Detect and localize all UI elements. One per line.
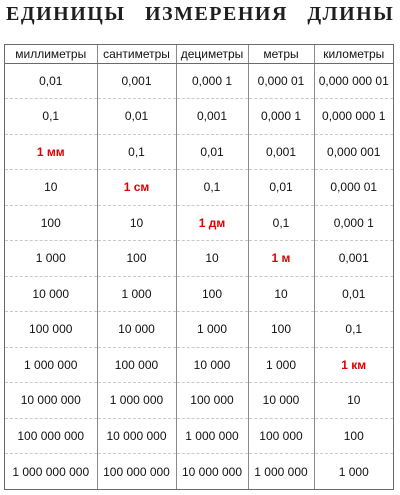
table-cell: 1 000 (176, 312, 248, 348)
table-row (5, 383, 393, 419)
table-row (5, 205, 393, 241)
table-row (5, 241, 393, 277)
table-cell: 1 000 000 (97, 383, 176, 419)
table-cell: 10 000 (97, 312, 176, 348)
table-cell: 100 (314, 418, 393, 454)
table-cell: 10 (176, 241, 248, 277)
table-cell: 10 000 (32, 286, 70, 301)
table-cell: 1 000 (35, 251, 66, 266)
table-row (5, 347, 393, 383)
table-cell: 10 000 (176, 347, 248, 383)
table-cell: 0,1 (97, 134, 176, 170)
table-cell: 10 (314, 383, 393, 419)
column-header-decimeters: дециметры (176, 45, 248, 63)
table-cell: 1 000 (248, 347, 314, 383)
table-cell: 1 000 000 (24, 357, 78, 372)
table-row (5, 418, 393, 454)
table-row (5, 312, 393, 348)
units-table-container (4, 44, 394, 490)
table-body (5, 63, 393, 489)
table-cell-unit-highlight: 1 м (248, 241, 314, 277)
column-header-kilometers: километры (314, 45, 393, 63)
table-cell: 0,01 (39, 73, 63, 88)
table-cell: 100 (40, 215, 61, 230)
table-cell: 100 000 000 (97, 454, 176, 490)
table-cell: 100 (176, 276, 248, 312)
table-cell-unit-highlight: 1 дм (176, 205, 248, 241)
table-cell: 0,001 (248, 134, 314, 170)
table-cell: 0,01 (314, 276, 393, 312)
table-cell: 10 000 (248, 383, 314, 419)
table-cell: 0,000 001 (314, 134, 393, 170)
table-cell-unit-highlight: 1 см (97, 170, 176, 206)
table-cell: 1 000 000 000 (12, 464, 90, 479)
column-header-meters: метры (248, 45, 314, 63)
table-cell: 1 000 000 (248, 454, 314, 490)
table-cell: 0,1 (176, 170, 248, 206)
table-row (5, 276, 393, 312)
table-cell: 10 000 000 (97, 418, 176, 454)
table-cell: 0,01 (97, 99, 176, 135)
table-row (5, 170, 393, 206)
length-units-table (5, 45, 393, 489)
column-header-millimeters: миллиметры (5, 45, 97, 63)
table-cell: 100 000 (248, 418, 314, 454)
table-row (5, 63, 393, 99)
table-cell-unit-highlight: 1 км (314, 347, 393, 383)
table-cell: 10 (44, 180, 58, 195)
table-cell: 1 000 (97, 276, 176, 312)
table-cell: 0,01 (176, 134, 248, 170)
table-cell: 10 000 000 (20, 393, 81, 408)
table-cell: 100 (97, 241, 176, 277)
table-row (5, 134, 393, 170)
table-cell: 0,000 01 (314, 170, 393, 206)
table-cell: 0,000 01 (248, 63, 314, 99)
table-cell: 1 000 000 (176, 418, 248, 454)
column-header-centimeters: сантиметры (97, 45, 176, 63)
table-cell: 0,01 (248, 170, 314, 206)
table-cell: 100 000 (29, 322, 73, 337)
table-cell: 0,1 (314, 312, 393, 348)
table-row (5, 454, 393, 490)
table-cell: 0,000 000 01 (314, 63, 393, 99)
table-header-row (5, 45, 393, 63)
table-cell: 0,1 (42, 109, 60, 124)
table-cell: 10 000 000 (176, 454, 248, 490)
table-cell: 0,001 (176, 99, 248, 135)
table-cell: 0,001 (97, 63, 176, 99)
table-cell: 10 (97, 205, 176, 241)
table-row (5, 99, 393, 135)
table-cell: 0,000 1 (176, 63, 248, 99)
table-cell: 1 000 (314, 454, 393, 490)
table-cell: 0,000 000 1 (314, 99, 393, 135)
table-cell: 0,000 1 (248, 99, 314, 135)
table-cell-unit-highlight: 1 мм (36, 144, 65, 159)
table-cell: 100 000 (97, 347, 176, 383)
table-cell: 100 000 (176, 383, 248, 419)
table-cell: 0,001 (314, 241, 393, 277)
page-title: ЕДИНИЦЫ ИЗМЕРЕНИЯ ДЛИНЫ (6, 3, 395, 25)
table-cell: 10 (248, 276, 314, 312)
table-cell: 100 000 000 (17, 428, 85, 443)
table-cell: 100 (248, 312, 314, 348)
table-cell: 0,000 1 (314, 205, 393, 241)
table-cell: 0,1 (248, 205, 314, 241)
